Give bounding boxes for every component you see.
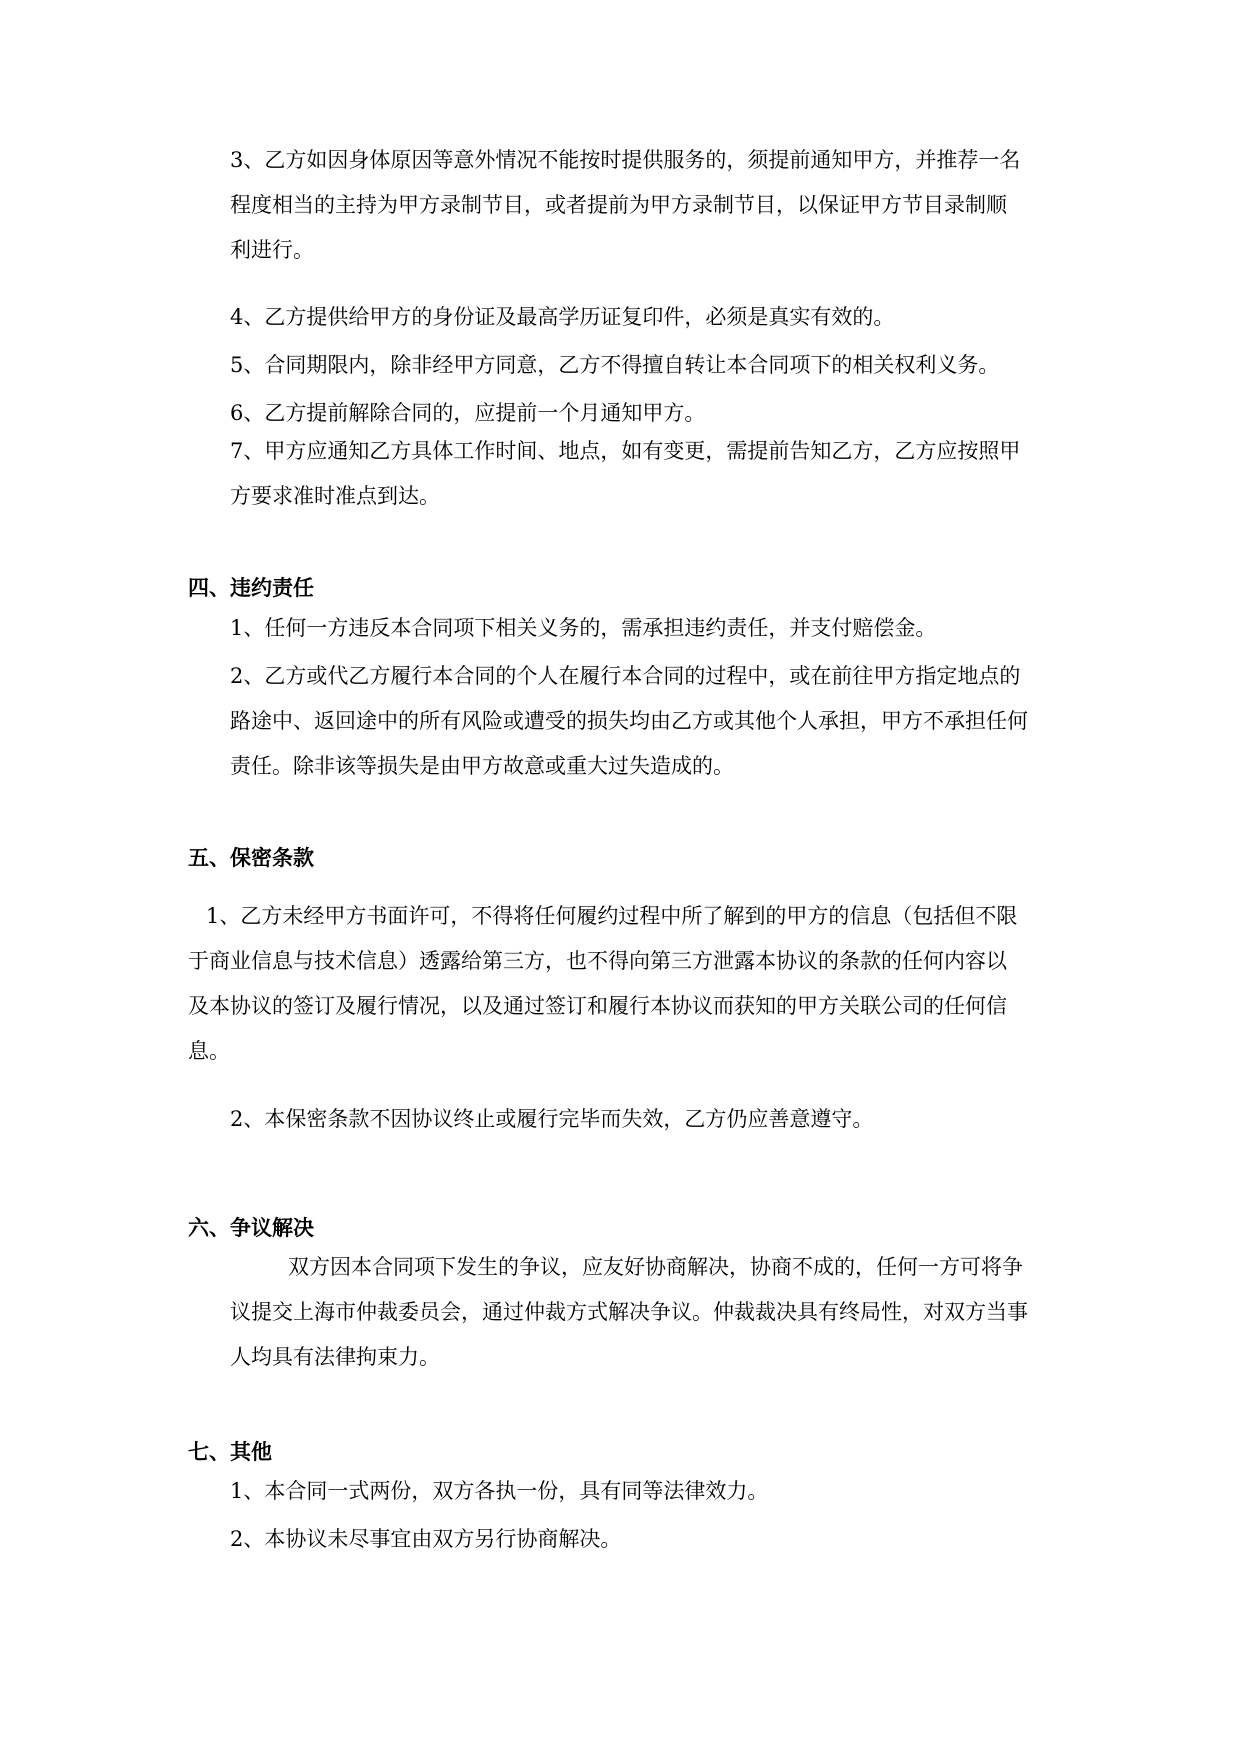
- clause-4-1: 1、任何一方违反本合同项下相关义务的，需承担违约责任，并支付赔偿金。: [230, 616, 937, 640]
- clause-5-1: [188, 894, 1017, 1074]
- clause-3-7-line2: 方要求准时准点到达。: [230, 484, 440, 508]
- clause-5-1-line4: 息。: [188, 1039, 230, 1063]
- clause-6-body-line2: 议提交上海市仲裁委员会，通过仲裁方式解决争议。仲裁裁决具有终局性，对双方当事: [230, 1300, 1028, 1324]
- clause-5-2: 2、本保密条款不因协议终止或履行完毕而失效，乙方仍应善意遵守。: [230, 1107, 874, 1131]
- clause-6-body: [230, 1245, 1028, 1380]
- clause-5-1-line2: 于商业信息与技术信息）透露给第三方，也不得向第三方泄露本协议的条款的任何内容以: [188, 949, 1007, 973]
- clause-3-3: [230, 138, 1020, 273]
- section-5-heading: 五、保密条款: [188, 846, 314, 870]
- clause-5-1-line3: 及本协议的签订及履行情况，以及通过签订和履行本协议而获知的甲方关联公司的任何信: [188, 994, 1007, 1018]
- clause-6-body-line1: 双方因本合同项下发生的争议，应友好协商解决，协商不成的，任何一方可将争: [288, 1255, 1023, 1279]
- clause-3-7-line1: 7、甲方应通知乙方具体工作时间、地点，如有变更，需提前告知乙方，乙方应按照甲: [230, 439, 1021, 463]
- clause-5-1-line1: 1、乙方未经甲方书面许可，不得将任何履约过程中所了解到的甲方的信息（包括但不限: [206, 904, 1018, 928]
- clause-7-1: 1、本合同一式两份，双方各执一份，具有同等法律效力。: [230, 1479, 769, 1503]
- clause-3-3-line2: 程度相当的主持为甲方录制节目，或者提前为甲方录制节目，以保证甲方节目录制顺: [230, 193, 1007, 217]
- clause-6-body-line3: 人均具有法律拘束力。: [230, 1345, 440, 1369]
- clause-4-2-line3: 责任。除非该等损失是由甲方故意或重大过失造成的。: [230, 754, 734, 778]
- clause-4-2: [230, 654, 1028, 789]
- clause-3-4: 4、乙方提供给甲方的身份证及最高学历证复印件，必须是真实有效的。: [230, 305, 895, 329]
- section-4-heading: 四、违约责任: [188, 576, 314, 600]
- section-7-heading: 七、其他: [188, 1440, 272, 1464]
- clause-4-2-line1: 2、乙方或代乙方履行本合同的个人在履行本合同的过程中，或在前往甲方指定地点的: [230, 664, 1021, 688]
- section-6-heading: 六、争议解决: [188, 1216, 314, 1240]
- clause-3-3-line1: 3、乙方如因身体原因等意外情况不能按时提供服务的，须提前通知甲方，并推荐一名: [230, 148, 1021, 172]
- clause-3-6: 6、乙方提前解除合同的，应提前一个月通知甲方。: [230, 401, 706, 425]
- clause-3-7: [230, 429, 1020, 519]
- clause-3-3-line3: 利进行。: [230, 238, 314, 262]
- clause-3-5: 5、合同期限内，除非经甲方同意，乙方不得擅自转让本合同项下的相关权利义务。: [230, 353, 1000, 377]
- clause-4-2-line2: 路途中、返回途中的所有风险或遭受的损失均由乙方或其他个人承担，甲方不承担任何: [230, 709, 1028, 733]
- clause-7-2: 2、本协议未尽事宜由双方另行协商解决。: [230, 1527, 622, 1551]
